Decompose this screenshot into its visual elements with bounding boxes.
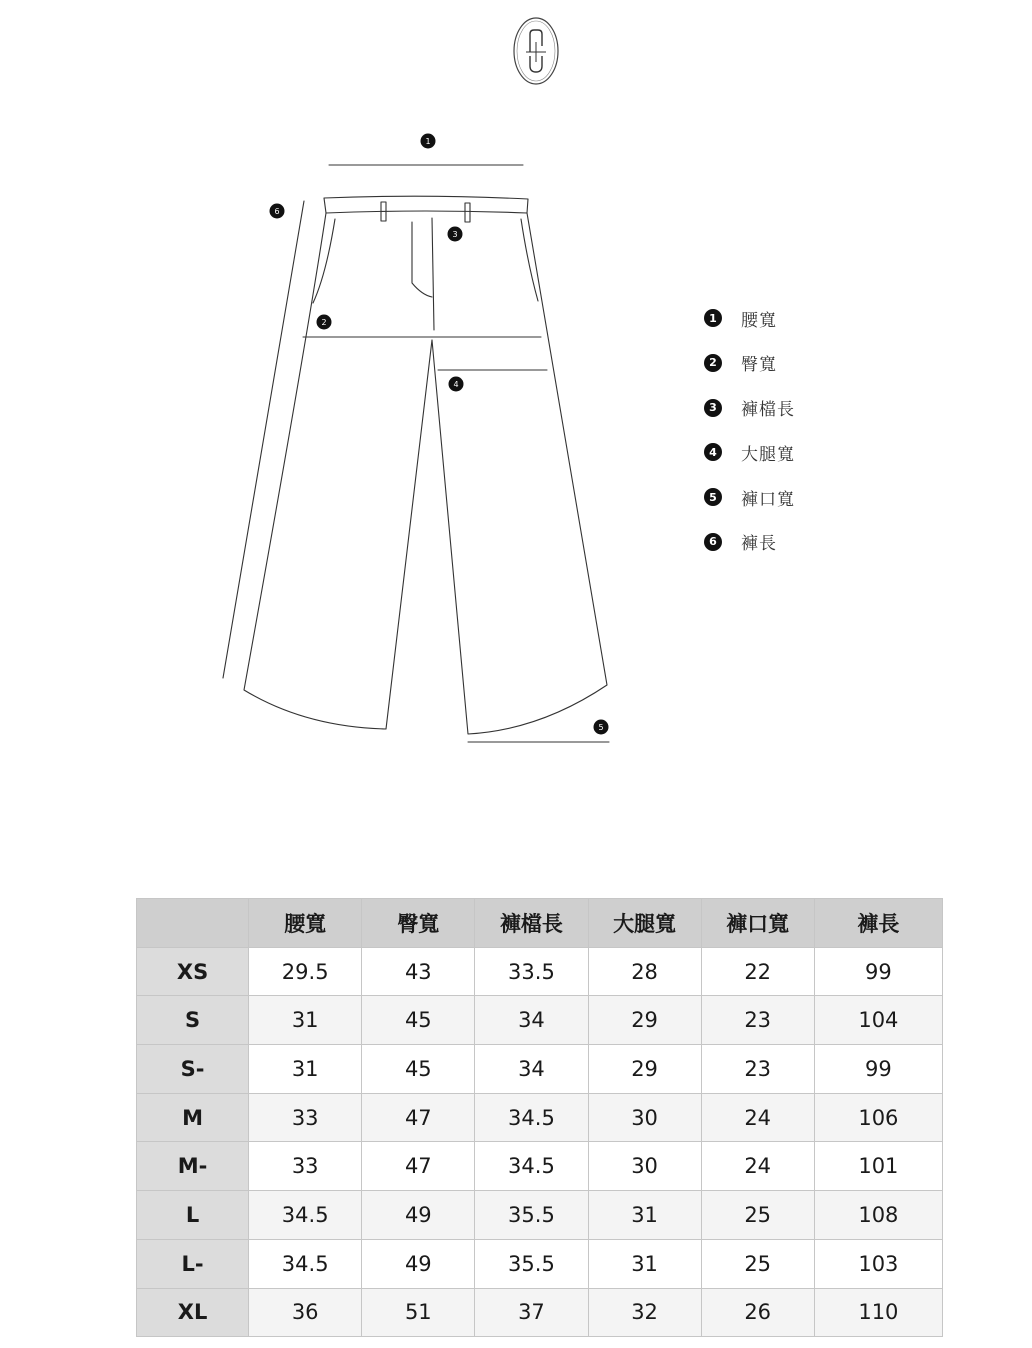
table-row	[137, 1142, 943, 1191]
table-cell: 34	[475, 1045, 588, 1094]
trousers-diagram	[210, 125, 630, 755]
marker-2	[317, 315, 332, 330]
table-cell: 35.5	[475, 1191, 588, 1240]
table-cell: 99	[814, 947, 942, 996]
trousers-outline-icon	[210, 125, 630, 755]
table-cell: 33	[249, 1093, 362, 1142]
table-cell: 34.5	[475, 1142, 588, 1191]
table-cell: 47	[362, 1093, 475, 1142]
size-label: XS	[137, 947, 249, 996]
size-label: XL	[137, 1288, 249, 1337]
legend-label: 褲長	[741, 534, 777, 555]
size-label: L	[137, 1191, 249, 1240]
measurement-legend	[704, 306, 904, 575]
table-cell: 29.5	[249, 947, 362, 996]
table-cell: 25	[701, 1239, 814, 1288]
size-chart-table	[136, 898, 943, 1337]
table-cell: 34	[475, 996, 588, 1045]
brand-logo	[511, 16, 561, 86]
table-cell: 34.5	[249, 1191, 362, 1240]
table-row	[137, 1093, 943, 1142]
table-cell: 31	[588, 1239, 701, 1288]
table-cell: 47	[362, 1142, 475, 1191]
svg-text:6: 6	[274, 207, 280, 216]
table-cell: 110	[814, 1288, 942, 1337]
svg-text:1: 1	[425, 137, 431, 146]
column-header: 褲檔長	[475, 899, 588, 948]
size-label: M-	[137, 1142, 249, 1191]
table-cell: 108	[814, 1191, 942, 1240]
table-row	[137, 1288, 943, 1337]
table-cell: 28	[588, 947, 701, 996]
svg-text:4: 4	[453, 380, 459, 389]
table-cell: 29	[588, 996, 701, 1045]
table-cell: 101	[814, 1142, 942, 1191]
table-cell: 49	[362, 1239, 475, 1288]
table-cell: 32	[588, 1288, 701, 1337]
column-header: 大腿寬	[588, 899, 701, 948]
legend-item-hip	[704, 351, 904, 375]
column-header: 褲長	[814, 899, 942, 948]
table-cell: 33.5	[475, 947, 588, 996]
legend-item-length	[704, 530, 904, 554]
size-label: S-	[137, 1045, 249, 1094]
table-cell: 34.5	[475, 1093, 588, 1142]
table-cell: 30	[588, 1142, 701, 1191]
monogram-logo-icon	[511, 16, 561, 86]
legend-label: 腰寬	[741, 310, 777, 331]
legend-item-thigh	[704, 440, 904, 464]
legend-number-badge: 1	[704, 309, 722, 327]
table-cell: 22	[701, 947, 814, 996]
table-row	[137, 1239, 943, 1288]
legend-label: 臀寬	[741, 355, 777, 376]
column-header: 褲口寬	[701, 899, 814, 948]
size-label: L-	[137, 1239, 249, 1288]
size-label: S	[137, 996, 249, 1045]
legend-number-badge: 6	[704, 533, 722, 551]
table-header-row	[137, 899, 943, 948]
table-row	[137, 947, 943, 996]
svg-text:3: 3	[452, 230, 458, 239]
marker-4	[449, 377, 464, 392]
marker-5	[594, 720, 609, 735]
table-row	[137, 1045, 943, 1094]
measurement-markers	[270, 134, 609, 735]
legend-label: 褲檔長	[741, 400, 795, 421]
svg-text:2: 2	[321, 318, 327, 327]
table-cell: 30	[588, 1093, 701, 1142]
legend-item-rise	[704, 396, 904, 420]
svg-text:5: 5	[598, 723, 604, 732]
table-cell: 31	[249, 1045, 362, 1094]
legend-number-badge: 2	[704, 354, 722, 372]
table-cell: 36	[249, 1288, 362, 1337]
legend-number-badge: 3	[704, 399, 722, 417]
column-header: 腰寬	[249, 899, 362, 948]
table-cell: 45	[362, 1045, 475, 1094]
table-cell: 29	[588, 1045, 701, 1094]
legend-number-badge: 4	[704, 443, 722, 461]
table-cell: 51	[362, 1288, 475, 1337]
marker-6	[270, 204, 285, 219]
table-cell: 31	[588, 1191, 701, 1240]
table-cell: 23	[701, 1045, 814, 1094]
table-cell: 33	[249, 1142, 362, 1191]
table-cell: 24	[701, 1142, 814, 1191]
table-cell: 24	[701, 1093, 814, 1142]
marker-1	[421, 134, 436, 149]
table-cell: 103	[814, 1239, 942, 1288]
table-cell: 99	[814, 1045, 942, 1094]
table-cell: 34.5	[249, 1239, 362, 1288]
table-row	[137, 996, 943, 1045]
table-cell: 106	[814, 1093, 942, 1142]
table-cell: 104	[814, 996, 942, 1045]
column-header: 臀寬	[362, 899, 475, 948]
legend-item-waist	[704, 306, 904, 330]
marker-3	[448, 227, 463, 242]
table-cell: 35.5	[475, 1239, 588, 1288]
table-cell: 26	[701, 1288, 814, 1337]
size-label: M	[137, 1093, 249, 1142]
legend-label: 褲口寬	[741, 489, 795, 510]
table-cell: 49	[362, 1191, 475, 1240]
legend-number-badge: 5	[704, 488, 722, 506]
legend-label: 大腿寬	[741, 444, 795, 465]
legend-item-hem	[704, 485, 904, 509]
table-cell: 31	[249, 996, 362, 1045]
column-header-size	[137, 899, 249, 948]
table-cell: 43	[362, 947, 475, 996]
table-cell: 25	[701, 1191, 814, 1240]
table-cell: 37	[475, 1288, 588, 1337]
table-row	[137, 1191, 943, 1240]
table-cell: 23	[701, 996, 814, 1045]
table-cell: 45	[362, 996, 475, 1045]
